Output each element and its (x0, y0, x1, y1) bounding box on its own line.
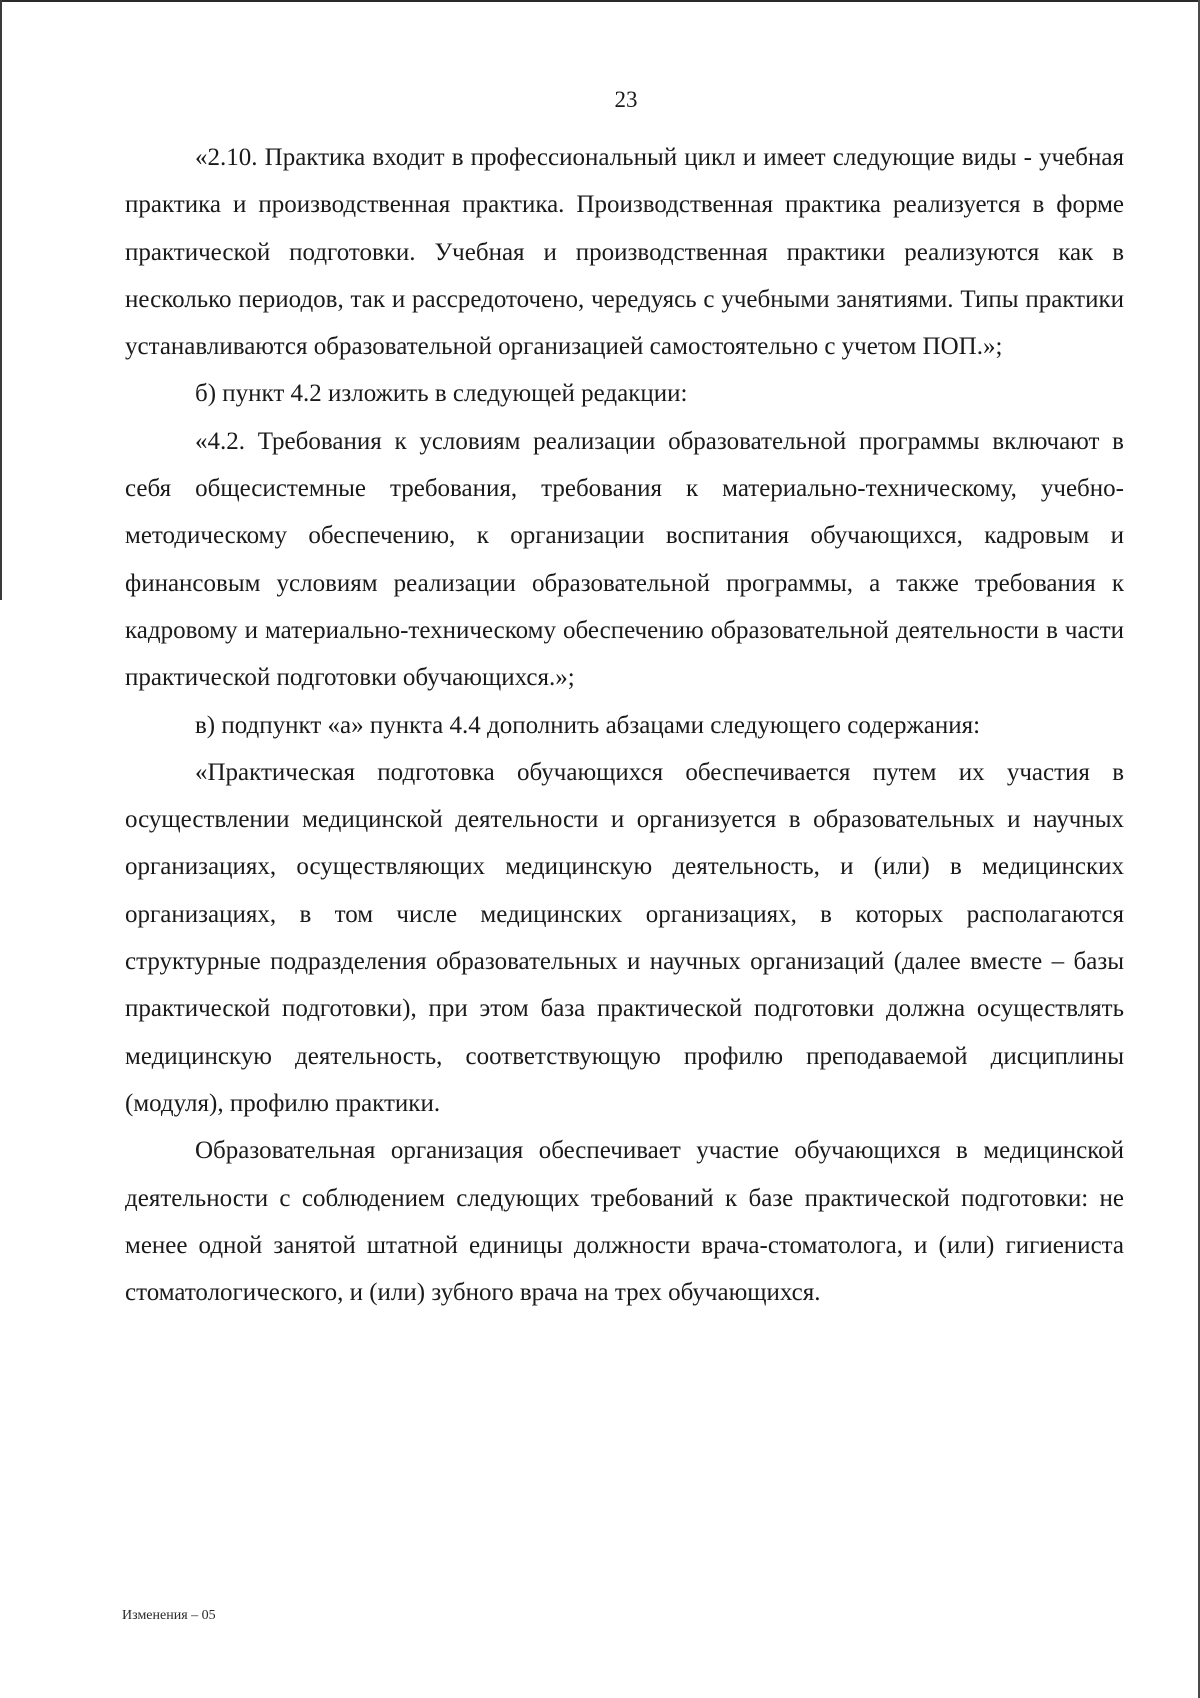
paragraph-2-10: «2.10. Практика входит в профессиональный цикл и имеет следующие виды - учебная практика и производственная практика. Производственная практика реализуется в форме практической подготовки. Учебная и производственная практики реализуются как в несколько периодов, так и рассредоточено, чередуясь с учебными занятиями. Типы практики устанавливаются образовательной организацией самостоятельно с учетом ПОП.»; (125, 144, 1124, 361)
paragraph-item-v: в) подпункт «а» пункта 4.4 дополнить абзацами следующего содержания: (195, 711, 981, 739)
paragraph-practical-training: «Практическая подготовка обучающихся обеспечивается путем их участия в осуществлении медицинской деятельности и организуется в образовательных и научных организациях, осуществляющих медицинскую деятельность, и (или) в медицинских организациях, в том числе медицинских организациях, в которых располагаются структурные подразделения образовательных и научных организаций (далее вместе – базы практической подготовки), при этом база практической подготовки должна осуществлять медицинскую деятельность, соответствующую профилю преподаваемой дисциплины (модуля), профилю практики. (125, 758, 1124, 1117)
paragraph-4-2: «4.2. Требования к условиям реализации образовательной программы включают в себя общесистемные требования, требования к материально-техническому, учебно-методическому обеспечению, к организации воспитания обучающихся, кадровым и финансовым условиям реализации образовательной программы, а также требования к кадровому и материально-техническому обеспечению образовательной деятельности в части практической подготовки обучающихся.»; (125, 427, 1124, 692)
paragraph-organization-requirements: Образовательная организация обеспечивает участие обучающихся в медицинской деятельности с соблюдением следующих требований к базе практической подготовки: не менее одной занятой штатной единицы должности врача-стоматолога, и (или) гигиениста стоматологического, и (или) зубного врача на трех обучающихся. (125, 1137, 1124, 1307)
document-body (125, 134, 1124, 1316)
page-number: 23 (614, 87, 638, 112)
scan-edge-top (0, 0, 1200, 2)
paragraph-item-b: б) пункт 4.2 изложить в следующей редакции: (195, 380, 688, 408)
footer-note: Изменения – 05 (122, 1608, 216, 1623)
